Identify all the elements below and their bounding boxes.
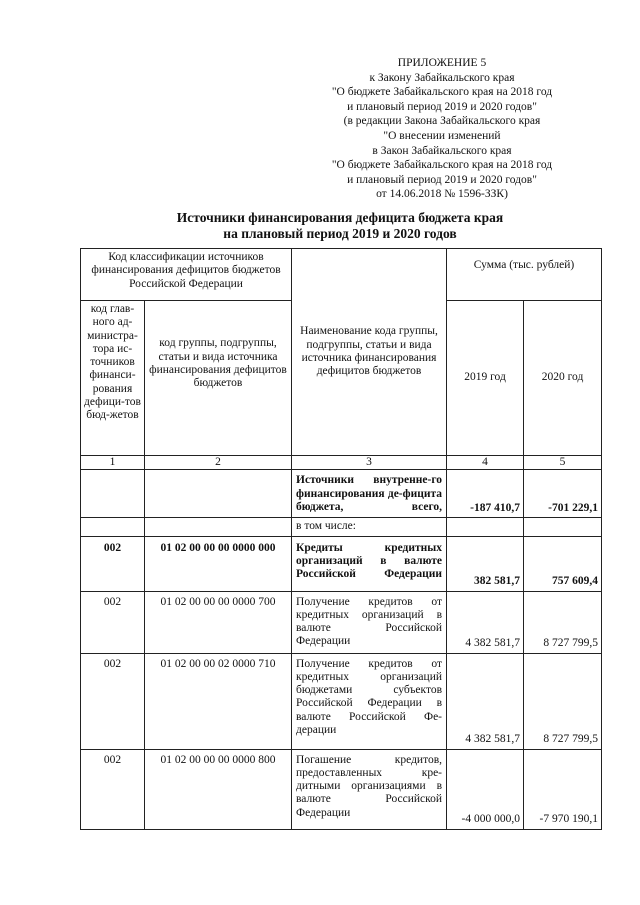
value-2020-cell: 757 609,4: [524, 536, 602, 591]
admin-code-cell: [81, 470, 145, 518]
appendix-line: ПРИЛОЖЕНИЕ 5: [397, 57, 487, 69]
financing-sources-table: [80, 248, 602, 830]
column-number: 5: [524, 456, 602, 470]
table-row: [81, 653, 602, 749]
document-title: [60, 210, 620, 242]
appendix-line: к Закону Забайкальского края: [369, 71, 515, 84]
admin-code-cell: 002: [81, 591, 145, 653]
year-2020-header: 2020 год: [524, 301, 602, 456]
group-code-header: код группы, подгруппы, статьи и вида источника финансирования дефицитов бюджетов: [145, 301, 292, 456]
name-header: Наименование кода группы, подгруппы, статьи и вида источника финансирования дефицитов бюджетов: [292, 249, 447, 456]
appendix-header: [312, 56, 572, 202]
year-2019-header: 2019 год: [447, 301, 524, 456]
table-row: [81, 591, 602, 653]
title-line-2: на плановый период 2019 и 2020 годов: [223, 226, 457, 241]
group-code-cell: 01 02 00 00 00 0000 700: [145, 591, 292, 653]
column-number-row: [81, 456, 602, 470]
value-2020-cell: -701 229,1: [524, 470, 602, 518]
value-2020-cell: 8 727 799,5: [524, 653, 602, 749]
value-2019-cell: -187 410,7: [447, 470, 524, 518]
column-number: 1: [81, 456, 145, 470]
value-2020-cell: -7 970 190,1: [524, 749, 602, 829]
table-row: [81, 536, 602, 591]
appendix-line: "О внесении изменений: [383, 129, 501, 142]
table-row: [81, 749, 602, 829]
source-name-cell: Источники внутренне-го финансирования де-фицита бюджета, всего,: [292, 470, 447, 518]
appendix-line: и плановый период 2019 и 2020 годов": [347, 100, 537, 113]
table-row-total: [81, 470, 602, 518]
appendix-line: "О бюджете Забайкальского края на 2018 год: [331, 159, 553, 172]
group-code-cell: 01 02 00 00 02 0000 710: [145, 653, 292, 749]
appendix-line: "О бюджете Забайкальского края на 2018 год: [331, 86, 553, 99]
source-name-cell: Погашение кредитов, предоставленных кре-дитными организациями в валюте Российской Федерации: [292, 749, 447, 829]
source-name-cell: Получение кредитов от кредитных организаций в валюте Российской Федерации: [292, 591, 447, 653]
admin-code-cell: 002: [81, 653, 145, 749]
appendix-line: от 14.06.2018 № 1596-ЗЗК): [376, 188, 508, 201]
appendix-line: (в редакции Закона Забайкальского края: [343, 115, 541, 128]
admin-code-cell: 002: [81, 536, 145, 591]
group-code-cell: [145, 518, 292, 536]
group-code-cell: [145, 470, 292, 518]
value-2019-cell: -4 000 000,0: [447, 749, 524, 829]
value-2019-cell: 4 382 581,7: [447, 653, 524, 749]
column-number: 3: [292, 456, 447, 470]
admin-code-cell: 002: [81, 749, 145, 829]
source-name-cell: Получение кредитов от кредитных организаций бюджетами субъектов Российской Федерации в валюте Российской Фе-дерации: [292, 653, 447, 749]
table-row-including: [81, 518, 602, 536]
group-code-cell: 01 02 00 00 00 0000 000: [145, 536, 292, 591]
column-number: 2: [145, 456, 292, 470]
value-2019-cell: 382 581,7: [447, 536, 524, 591]
source-name-cell: Кредиты кредитных организаций в валюте Российской Федерации: [292, 536, 447, 591]
group-code-cell: 01 02 00 00 00 0000 800: [145, 749, 292, 829]
source-name-cell: в том числе:: [292, 518, 447, 536]
appendix-line: в Закон Забайкальского края: [372, 144, 512, 157]
value-2020-cell: 8 727 799,5: [524, 591, 602, 653]
sum-header: Сумма (тыс. рублей): [447, 249, 602, 301]
admin-code-header: код глав-ного ад-министра-тора ис-точников финанси-рования дефици-тов бюд-жетов: [81, 301, 145, 456]
title-line-1: Источники финансирования дефицита бюджета края: [176, 210, 504, 225]
value-2019-cell: 4 382 581,7: [447, 591, 524, 653]
column-number: 4: [447, 456, 524, 470]
header-row-1: [81, 249, 602, 301]
admin-code-cell: [81, 518, 145, 536]
appendix-line: и плановый период 2019 и 2020 годов": [347, 173, 537, 186]
value-2020-cell: [524, 518, 602, 536]
classification-header: Код классификации источников финансирования дефицитов бюджетов Российской Федерации: [81, 249, 292, 301]
value-2019-cell: [447, 518, 524, 536]
